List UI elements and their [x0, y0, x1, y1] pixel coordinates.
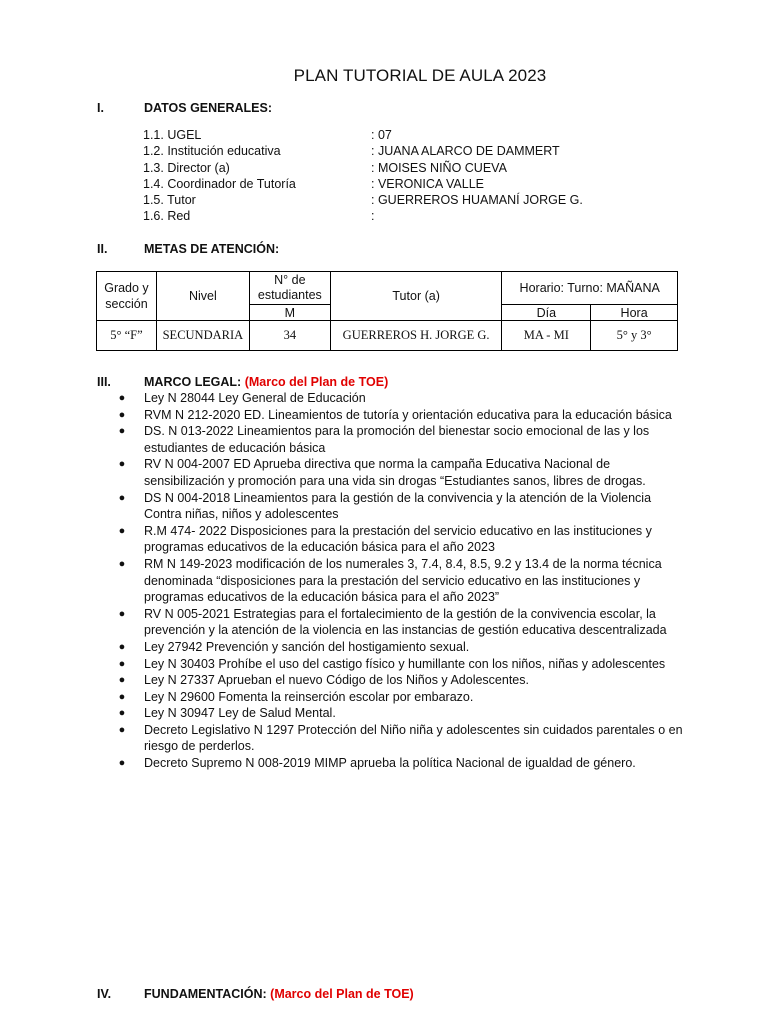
list-item-text: R.M 474- 2022 Disposiciones para la prestación del servicio educativo en las instituciones y programas educativos de la educación básica para el año 2023 [144, 523, 652, 555]
bullet-icon: ● [118, 723, 126, 736]
header-hora: Hora [591, 305, 678, 321]
list-item-text: Decreto Legislativo N 1297 Protección del Niño niña y adolescentes sin cuidados parentales o en riesgo de perderlos. [144, 722, 683, 754]
bullet-icon: ● [118, 674, 126, 687]
list-item-text: Ley N 28044 Ley General de Educación [144, 391, 366, 405]
section-number: IV. [97, 987, 112, 1001]
datos-value: : MOISES NIÑO CUEVA [371, 160, 507, 175]
bullet-icon: ● [118, 408, 126, 421]
list-item [117, 656, 692, 673]
section-number: II. [97, 242, 108, 256]
datos-label: 1.4. Coordinador de Tutoría [143, 176, 296, 191]
cell-estudiantes: 34 [249, 321, 330, 351]
datos-row [143, 176, 583, 192]
header-tutor: Tutor (a) [330, 272, 502, 321]
list-item [117, 705, 692, 722]
list-item [117, 606, 692, 639]
bullet-icon: ● [118, 640, 126, 653]
section-title: MARCO LEGAL: [144, 375, 245, 389]
list-item [117, 407, 692, 424]
section-number: I. [97, 101, 104, 115]
bullet-icon: ● [118, 707, 126, 720]
bullet-icon: ● [118, 491, 126, 504]
datos-row [143, 192, 583, 208]
cell-grado: 5° “F” [97, 321, 157, 351]
cell-hora: 5° y 3° [591, 321, 678, 351]
list-item-text: Ley N 30403 Prohíbe el uso del castigo físico y humillante con los niños, niñas y adolescentes [144, 656, 666, 671]
header-horario: Horario: Turno: MAÑANA [502, 272, 678, 305]
document-title: PLAN TUTORIAL DE AULA 2023 [293, 66, 547, 85]
section-title: DATOS GENERALES: [144, 101, 273, 115]
section-title: FUNDAMENTACIÓN: [144, 987, 271, 1001]
list-item-text: Ley N 27337 Aprueban el nuevo Código de los Niños y Adolescentes. [144, 673, 529, 688]
section-heading-fundamentacion [97, 987, 414, 1001]
bullet-icon: ● [118, 425, 126, 438]
bullet-icon: ● [118, 657, 126, 670]
datos-label: 1.2. Institución educativa [143, 144, 281, 159]
list-item [117, 689, 692, 706]
bullet-icon: ● [118, 458, 126, 471]
section-heading-metas [97, 242, 279, 256]
list-item-text: Ley N 30947 Ley de Salud Mental. [144, 706, 336, 721]
section-note: (Marco del Plan de TOE) [244, 375, 389, 389]
bullet-icon: ● [118, 557, 126, 570]
datos-row [143, 208, 583, 224]
bullet-icon: ● [118, 607, 126, 620]
list-item [117, 556, 692, 606]
bullet-icon: ● [118, 690, 126, 703]
list-item [117, 390, 692, 407]
section-heading-datos-generales [97, 101, 272, 115]
list-item-text: RV N 005-2021 Estrategias para el fortalecimiento de la gestión de la convivencia escolar, la prevención y la atención de la violencia en las instancias de gestión educativa descentralizada [144, 606, 667, 638]
section-heading-marco-legal [97, 375, 388, 389]
datos-value: : 07 [371, 128, 392, 142]
section-title: METAS DE ATENCIÓN: [144, 242, 280, 256]
datos-row [143, 143, 583, 159]
section-number: III. [97, 375, 111, 389]
section-note: (Marco del Plan de TOE) [270, 987, 414, 1001]
list-item-text: RVM N 212-2020 ED. Lineamientos de tutoría y orientación educativa para la educación básica [144, 407, 672, 422]
datos-row [143, 160, 583, 176]
header-nivel: Nivel [156, 272, 249, 321]
metas-table [96, 271, 678, 351]
list-item-text: DS. N 013-2022 Lineamientos para la promoción del bienestar socio emocional de las y los estudiantes de educación básica [144, 424, 650, 455]
list-item [117, 672, 692, 689]
list-item [117, 456, 692, 489]
list-item-text: RV N 004-2007 ED Aprueba directiva que norma la campaña Educativa Nacional de sensibilización y promoción para una vida sin drogas “Estudiantes sanos, libres de drogas. [144, 457, 646, 488]
cell-nivel: SECUNDARIA [156, 321, 249, 351]
list-item [117, 490, 692, 523]
datos-value: : JUANA ALARCO DE DAMMERT [371, 144, 560, 159]
bullet-icon: ● [118, 524, 126, 537]
header-grado: Grado y sección [97, 272, 157, 321]
datos-label: 1.1. UGEL [143, 128, 202, 142]
list-item-text: DS N 004-2018 Lineamientos para la gestión de la convivencia y la atención de la Violencia Contra niñas, niños y adolescentes [144, 490, 652, 522]
header-estudiantes: N° de estudiantes [249, 272, 330, 305]
datos-generales-list [143, 127, 583, 225]
list-item [117, 523, 692, 556]
datos-row [143, 127, 583, 143]
list-item [117, 722, 692, 755]
list-item [117, 755, 692, 772]
list-item-text: Decreto Supremo N 008-2019 MIMP aprueba la política Nacional de igualdad de género. [144, 756, 636, 771]
list-item [117, 639, 692, 656]
list-item-text: Ley 27942 Prevención y sanción del hostigamiento sexual. [144, 639, 470, 654]
datos-value: : [371, 209, 375, 224]
list-item-text: Ley N 29600 Fomenta la reinserción escolar por embarazo. [144, 689, 474, 704]
marco-legal-list [117, 390, 692, 772]
datos-label: 1.3. Director (a) [143, 160, 230, 175]
datos-value: : VERONICA VALLE [371, 176, 485, 191]
datos-label: 1.6. Red [143, 209, 191, 224]
bullet-icon: ● [118, 392, 126, 404]
list-item [117, 423, 692, 456]
bullet-icon: ● [118, 757, 126, 770]
cell-dia: MA - MI [502, 321, 591, 351]
header-m: M [249, 305, 330, 321]
datos-label: 1.5. Tutor [143, 193, 196, 208]
cell-tutor: GUERREROS H. JORGE G. [330, 321, 502, 351]
list-item-text: RM N 149-2023 modificación de los numerales 3, 7.4, 8.4, 8.5, 9.2 y 13.4 de la norma técnica denominada “disposiciones para la prestación del servicio educativo en las instituciones y programas educativos de la educación básica para el año 2023” [144, 556, 662, 605]
datos-value: : GUERREROS HUAMANÍ JORGE G. [371, 193, 583, 208]
header-dia: Día [502, 305, 591, 321]
